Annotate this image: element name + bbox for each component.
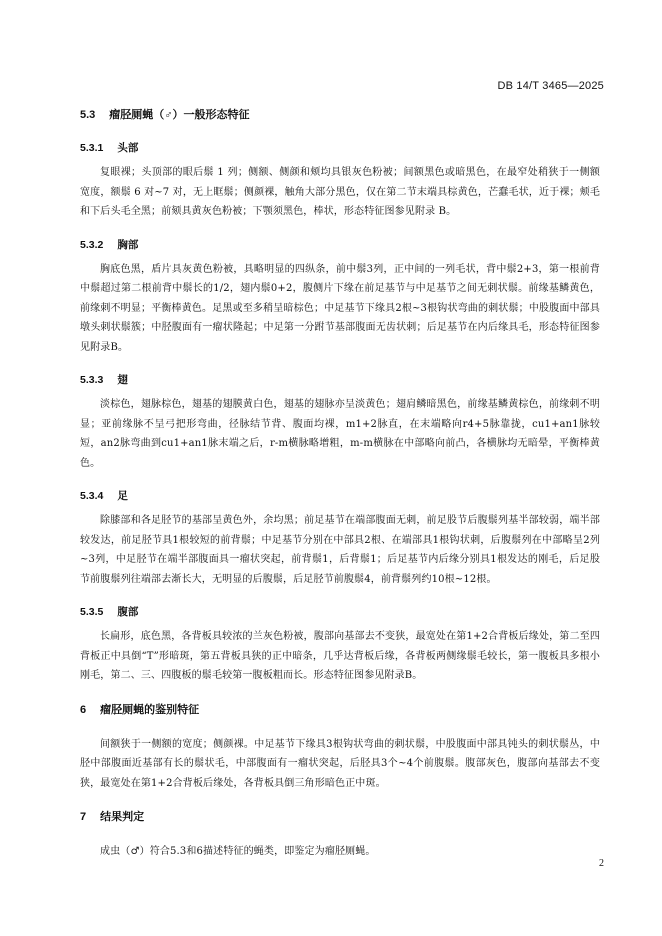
section-number: 5.3.1 [80, 142, 104, 154]
section-5-3-1-heading [80, 140, 600, 155]
document-code: DB 14/T 3465—2025 [497, 80, 604, 92]
identification-paragraph: 间额狭于一侧额的宽度；侧颜裸。中足基节下缘具3根钩状弯曲的刺状鬃，中股腹面中部具钝头的刺状鬃丛，中胫中部腹面近基部有长的鬃状毛，中部腹面有一瘤状突起，后胫具3个~4个前腹鬃。腹部灰色，腹部向基部去不变狭，最宽处在第1+2合背板后缘处，各背板具倒三角形暗色正中斑。 [80, 738, 600, 789]
abdomen-paragraph: 长扁形，底色黑，各背板具较浓的兰灰色粉被，腹部向基部去不变狭，最宽处在第1+2合背板后缘处，第二至四背板正中具倒“T”形暗斑，第五背板具狭的正中暗条，几乎达背板后缘，各背板两侧缘鬃毛较长，第一腹板具多根小刚毛，第二、三、四腹板的鬃毛较第一腹板粗而长。形态特征图参见附录B。 [80, 631, 600, 681]
section-number: 5.3.2 [80, 238, 104, 251]
section-6-heading [80, 701, 600, 717]
result-paragraph: 成虫（♂）符合5.3和6描述特征的蝇类，即鉴定为瘤胫厕蝇。 [100, 846, 376, 857]
section-number: 5.3 [80, 109, 96, 121]
section-title: 腹部 [117, 606, 139, 618]
section-5-3-2-heading [80, 237, 600, 252]
head-paragraph: 复眼裸；头顶部的眼后鬃 1 列；侧额、侧颜和颊均具银灰色粉被；间额黑色或暗黑色，在最窄处稍狭于一侧额宽度，额鬃 6 对~7 对，无上眶鬃；侧颜裸，触角大部分黑色，仅在第二节末端具棕黄色，芒蠢毛状，近于裸；颊毛和下后头毛全黑；前颏具黄灰色粉被；下颚须黑色，棒状，形态特征图参见附录 B。 [80, 167, 600, 217]
section-title: 头部 [117, 142, 139, 154]
section-5-3-3-heading [80, 372, 600, 387]
section-number: 7 [80, 811, 87, 823]
section-title: 瘤胫厕蝇（♂）一般形态特征 [109, 109, 250, 121]
section-number: 5.3.3 [80, 374, 104, 386]
section-number: 5.3.5 [80, 606, 104, 618]
page-number: 2 [599, 858, 604, 869]
leg-paragraph: 除膝部和各足胫节的基部呈黄色外，余均黑；前足基节在端部腹面无刺，前足股节后腹鬃列基半部较弱，端半部较发达，前足胫节具1根较短的前背鬃；中足基节分别在中部具2根、在端部具1根钩状刺，后腹鬃列在中部略呈2列~3列，中足胫节在端半部腹面具一瘤状突起，前背鬃1，后背鬃1；后足基节内后缘分别具1根发达的刚毛，后足股节前腹鬃列往端部去渐长大，无明显的后腹鬃，后足胫节前腹鬃4，前背鬃列约10根~12根。 [80, 515, 600, 585]
section-title: 足 [117, 490, 128, 502]
section-title: 结果判定 [100, 811, 145, 823]
wing-paragraph: 淡棕色，翅脉棕色，翅基的翅膜黄白色，翅基的翅脉亦呈淡黄色；翅肩鳞暗黑色，前缘基鳞黄棕色，前缘刺不明显；亚前缘脉不呈弓把形弯曲，径脉结节背、腹面均裸，m1+2脉直，在末端略向r4+5脉靠拢，cu1+an1脉较短，an2脉弯曲到cu1+an1脉末端之后，r-m横脉略增粗，m-m横脉在中部略向前凸，各横脉均无暗晕，平衡棒黄色。 [80, 399, 600, 469]
thorax-paragraph: 胸底色黑，盾片具灰黄色粉被，具略明显的四纵条，前中鬃3列，正中间的一列毛状，背中鬃2+3，第一根前背中鬃超过第二根前背中鬃长的1/2，翅内鬃0+2，腹侧片下缘在前足基节与中足基节之间无刺状鬃。前缘基鳞黄色，前缘刺不明显；平衡棒黄色。足黑或至多稍呈暗棕色；中足基节下缘具2根~3根钩状弯曲的刺状鬃；中股腹面中部具墩头刺状鬃簇；中胫腹面有一瘤状隆起；中足第一分跗节基部腹面无齿状刺；后足基节在内后缘具毛，形态特征图参见附录B。 [80, 263, 600, 353]
section-title: 瘤胫厕蝇的鉴别特征 [100, 703, 200, 716]
page-content [80, 106, 600, 877]
section-5-3-4-heading [80, 488, 600, 503]
section-number: 5.3.4 [80, 490, 104, 502]
section-number: 6 [80, 703, 87, 716]
section-title: 翅 [117, 374, 128, 386]
section-7-heading [80, 808, 600, 824]
section-5-3-5-heading [80, 604, 600, 619]
section-title: 胸部 [117, 238, 139, 251]
section-5-3-heading [80, 106, 600, 122]
